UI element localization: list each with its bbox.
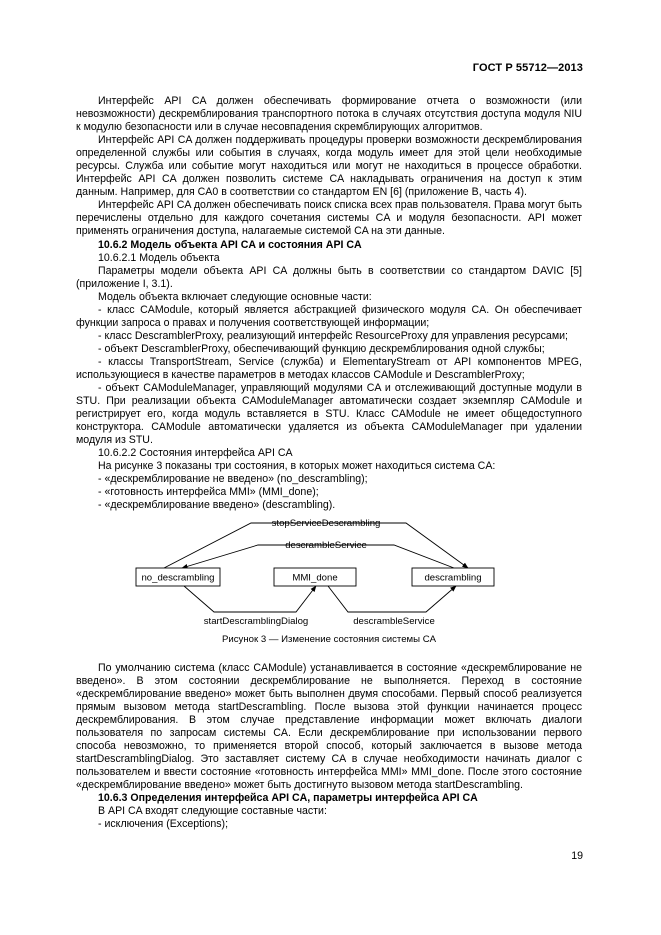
paragraph: По умолчанию система (класс CAModule) устанавливается в состояние «дескремблирование не введено». В этом состоянии дескремблирование не выполняется. Переход в состояние «дескремблирование введено» может быть выполнен двумя способами. Первый способ реализуется прямым вызовом метода startDescrambling. После вызова этой функции начинается процесс дескремблирования. В этом случае представление информации может включать диалоги пользователя по запросам системы CA. Если дескремблирование при использовании первого способа невозможно, то применяется второй способ, который заключается в вызове метода startDescramblingDialog. Это заставляет систему CA в случае необходимости начинать диалог с пользователем и ввести состояние «готовность интерфейса MMI» MMI_done. После этого состояние «дескремблирование введено» может быть достигнуто вызовом метода startDescrambling. — [76, 661, 582, 791]
paragraph: - исключения (Exceptions); — [98, 818, 229, 831]
paragraph: - объект DescramblerProxy, обеспечивающий функцию дескремблирования одной службы; — [98, 342, 545, 355]
paragraph: - «готовность интерфейса MMI» (MMI_done); — [98, 486, 319, 499]
paragraph: На рисунке 3 показаны три состояния, в которых может находиться система CA: — [98, 460, 496, 473]
arrow-descramble-service-bottom — [328, 586, 456, 612]
paragraph: - «дескремблирование введено» (descrambling). — [98, 499, 336, 512]
paragraph: Интерфейс API CA должен обеспечивать формирование отчета о возможности (или невозможности) дескремблирования транспортного потока в случаях отсутствия доступа модуля NIU к модулю безопасности или в случае несовпадения скремблирующих алгоритмов. — [76, 95, 582, 134]
state-descrambling — [412, 568, 494, 586]
state-no-descrambling — [136, 568, 220, 586]
paragraph: Параметры модели объекта API CA должны быть в соответствии со стандартом DAVIC [5] (приложение I, 3.1). — [76, 264, 582, 290]
paragraph: Модель объекта включает следующие основные части: — [98, 290, 372, 303]
state-mmi-done — [274, 568, 356, 586]
paragraph: 10.6.2.1 Модель объекта — [98, 251, 220, 264]
body-text-after-figure — [76, 662, 582, 832]
paragraph: В API CA входят следующие составные части: — [98, 805, 327, 818]
state-mmi-done-label: MMI_done — [292, 572, 338, 583]
state-descrambling-label: descrambling — [424, 572, 482, 583]
label-start-descrambling-dialog: startDescramblingDialog — [203, 615, 309, 627]
label-descramble-service-top: descrambleService — [285, 539, 367, 551]
paragraph: 10.6.2.2 Состояния интерфейса API CA — [98, 447, 293, 460]
paragraph: Интерфейс API CA должен обеспечивать поиск списка всех прав пользователя. Права могут быть перечислены отдельно для каждого сочетания системы CA и модуля безопасности. API может применять ограничения доступа, налагаемые системой CA на эти данные. — [76, 199, 582, 238]
standard-header: ГОСТ Р 55712—2013 — [472, 62, 583, 74]
body-text-before-figure — [76, 95, 582, 513]
state-diagram — [76, 515, 582, 629]
state-no-descrambling-label: no_descrambling — [141, 572, 215, 583]
state-diagram-svg — [76, 515, 582, 629]
section-heading: 10.6.3 Определения интерфейса API CA, параметры интерфейса API CA — [98, 792, 478, 805]
page-content — [76, 95, 582, 831]
paragraph: - объект CAModuleManager, управляющий модулями CA и отслеживающий доступные модули в STU. При реализации объекта CAModuleManager автоматически создает экземпляр CAModule и регистрирует его, когда модуль вставляется в STU. Класс CAModule не имеет общедоступного конструктора. CAModule автоматически удаляется из объекта CAModuleManager при удалении модуля из STU. — [76, 382, 582, 447]
arrow-start-descrambling-dialog — [184, 586, 316, 612]
section-heading: 10.6.2 Модель объекта API CA и состояния API CA — [98, 238, 362, 251]
label-stop-service-descrambling: stopServiceDescrambling — [271, 517, 381, 529]
label-descramble-service-bottom: descrambleService — [353, 615, 435, 627]
paragraph: - «дескремблирование не введено» (no_descrambling); — [98, 473, 368, 486]
paragraph: - классы TransportStream, Service (служба) и ElementaryStream от API компонентов MPEG, использующиеся в качестве параметров в методах классов CAModule и DescramblerProxy; — [76, 355, 582, 381]
page-number: 19 — [571, 850, 583, 862]
paragraph: - класс CAModule, который является абстракцией физического модуля CA. Он обеспечивает функции запроса о правах и получения соответствующей информации; — [76, 303, 582, 329]
paragraph: Интерфейс API CA должен поддерживать процедуры проверки возможности дескремблирования определенной службы или события в случаях, когда модуль имеет для этой цели необходимые ресурсы. Служба или событие могут находиться или могут не находиться в процессе обработки. Интерфейс API CA должен позволить системе CA накладывать ограничения на доступ к этим данным. Например, для CA0 в соответствии со стандартом EN [6] (приложение B, часть 4). — [76, 134, 582, 199]
paragraph: - класс DescramblerProxy, реализующий интерфейс ResourceProxy для управления ресурсами; — [98, 329, 568, 342]
figure-caption: Рисунок 3 — Изменение состояния системы CA — [221, 633, 437, 645]
